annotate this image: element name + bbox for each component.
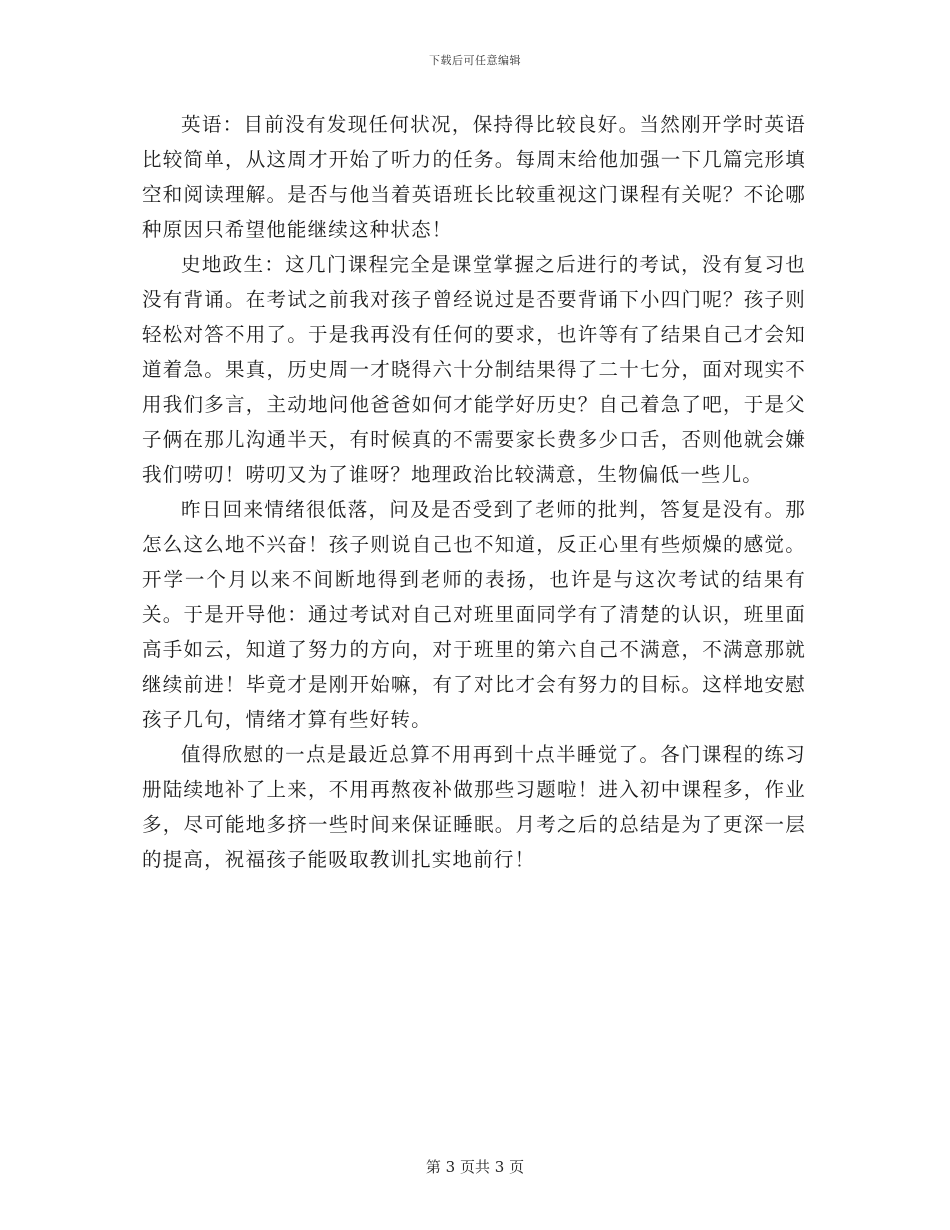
paragraph-sleep: 值得欣慰的一点是最近总算不用再到十点半睡觉了。各门课程的练习册陆续地补了上来，不用再熬夜补做那些习题啦！进入初中课程多，作业多，尽可能地多挤一些时间来保证睡眠。月考之后的总结是为了更深一层的提高，祝福孩子能吸取教训扎实地前行！ <box>142 743 806 871</box>
paragraph-history-geography-politics-biology: 史地政生：这几门课程完全是课堂掌握之后进行的考试，没有复习也没有背诵。在考试之前我对孩子曾经说过是否要背诵下小四门呢？孩子则轻松对答不用了。于是我再没有任何的要求，也许等有了结果自己才会知道着急。果真，历史周一才晓得六十分制结果得了二十七分，面对现实不用我们多言，主动地问他爸爸如何才能学好历史？自己着急了吧，于是父子俩在那儿沟通半天，有时候真的不需要家长费多少口舌，否则他就会嫌我们唠叨！唠叨又为了谁呀？地理政治比较满意，生物偏低一些儿。 <box>142 253 806 486</box>
page-number: 第 3 页共 3 页 <box>425 1158 525 1176</box>
page-header: 下载后可任意编辑 <box>429 54 521 67</box>
paragraph-english: 英语：目前没有发现任何状况，保持得比较良好。当然刚开学时英语比较简单，从这周才开始了听力的任务。每周末给他加强一下几篇完形填空和阅读理解。是否与他当着英语班长比较重视这门课程有关呢？不论哪种原因只希望他能继续这种状态！ <box>142 113 806 241</box>
paragraph-mood: 昨日回来情绪很低落，问及是否受到了老师的批判，答复是没有。那怎么这么地不兴奋！孩子则说自己也不知道，反正心里有些烦燥的感觉。开学一个月以来不间断地得到老师的表扬，也许是与这次考试的结果有关。于是开导他：通过考试对自己对班里面同学有了清楚的认识，班里面高手如云，知道了努力的方向，对于班里的第六自己不满意，不满意那就继续前进！毕竟才是刚开始嘛，有了对比才会有努力的目标。这样地安慰孩子几句，情绪才算有些好转。 <box>142 498 806 731</box>
document-body <box>142 107 806 877</box>
